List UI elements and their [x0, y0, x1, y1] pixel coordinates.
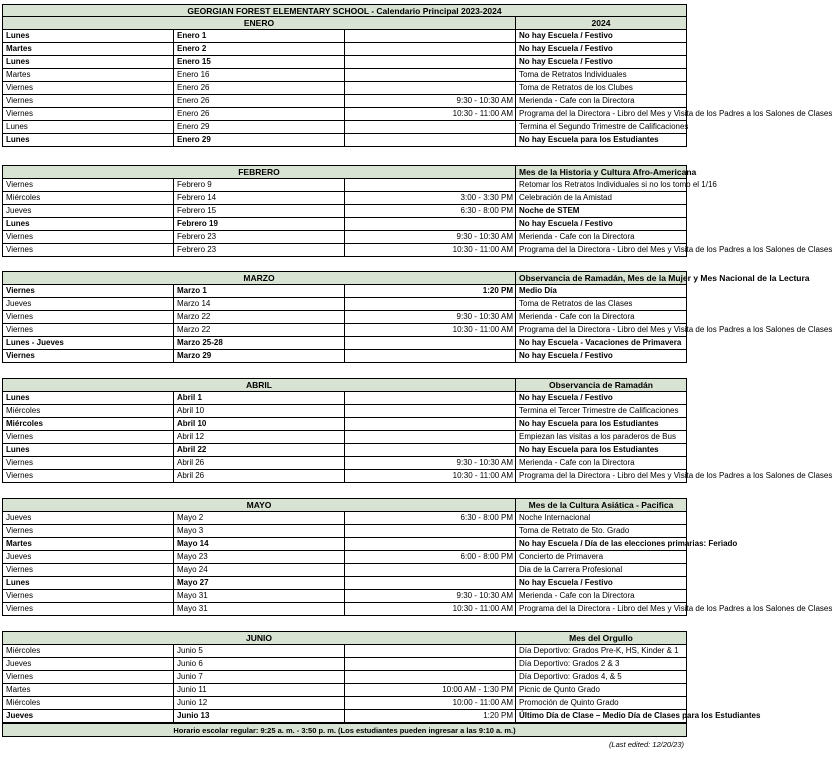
- month-header: [3, 499, 687, 512]
- day-cell: Lunes: [3, 392, 174, 405]
- time-cell: [345, 525, 516, 538]
- event-cell: Merienda - Cafe con la Directora: [516, 231, 687, 244]
- event-cell: Merienda - Cafe con la Directora: [516, 457, 687, 470]
- time-cell: 9:30 - 10:30 AM: [345, 231, 516, 244]
- event-cell: Empiezan las visitas a los paraderos de Bus: [516, 431, 687, 444]
- date-cell: Marzo 22: [174, 324, 345, 337]
- month-name: FEBRERO: [3, 166, 516, 179]
- table-row: [3, 337, 687, 350]
- date-cell: Abril 1: [174, 392, 345, 405]
- day-cell: Miércoles: [3, 192, 174, 205]
- time-cell: [345, 82, 516, 95]
- month-header: [3, 379, 687, 392]
- event-cell: No hay Escuela para los Estudiantes: [516, 134, 687, 147]
- date-cell: Abril 26: [174, 457, 345, 470]
- day-cell: Viernes: [3, 179, 174, 192]
- table-row: [3, 324, 687, 337]
- event-cell: Programa del la Directora - Libro del Mes y Visita de los Padres a los Salones de Clases: [516, 324, 687, 337]
- date-cell: Mayo 27: [174, 577, 345, 590]
- date-cell: Febrero 15: [174, 205, 345, 218]
- day-cell: Viernes: [3, 590, 174, 603]
- time-cell: 1:20 PM: [345, 285, 516, 298]
- day-cell: Jueves: [3, 205, 174, 218]
- event-cell: No hay Escuela / Festivo: [516, 577, 687, 590]
- table-row: [3, 192, 687, 205]
- time-cell: [345, 350, 516, 363]
- table-row: [3, 538, 687, 551]
- day-cell: Lunes: [3, 218, 174, 231]
- day-cell: Jueves: [3, 298, 174, 311]
- day-cell: Martes: [3, 538, 174, 551]
- event-cell: Toma de Retratos de los Clubes: [516, 82, 687, 95]
- date-cell: Marzo 22: [174, 311, 345, 324]
- event-cell: No hay Escuela / Festivo: [516, 218, 687, 231]
- table-row: [3, 444, 687, 457]
- table-row: [3, 108, 687, 121]
- time-cell: [345, 658, 516, 671]
- month-name: MARZO: [3, 272, 516, 285]
- event-cell: Merienda - Cafe con la Directora: [516, 311, 687, 324]
- event-cell: Retomar los Retratos Individuales si no los tomo el 1/16: [516, 179, 687, 192]
- date-cell: Mayo 2: [174, 512, 345, 525]
- table-row: [3, 671, 687, 684]
- table-row: [3, 179, 687, 192]
- day-cell: Viernes: [3, 82, 174, 95]
- event-cell: No hay Escuela para los Estudiantes: [516, 444, 687, 457]
- time-cell: [345, 218, 516, 231]
- date-cell: Mayo 24: [174, 564, 345, 577]
- day-cell: Lunes: [3, 121, 174, 134]
- event-cell: Toma de Retrato de 5to. Grado: [516, 525, 687, 538]
- event-cell: No hay Escuela para los Estudiantes: [516, 418, 687, 431]
- table-row: [3, 577, 687, 590]
- day-cell: Viernes: [3, 470, 174, 483]
- table-row: [3, 658, 687, 671]
- date-cell: Mayo 23: [174, 551, 345, 564]
- table-row: [3, 121, 687, 134]
- day-cell: Martes: [3, 684, 174, 697]
- event-cell: Toma de Retratos de las Clases: [516, 298, 687, 311]
- table-row: [3, 43, 687, 56]
- time-cell: [345, 298, 516, 311]
- time-cell: [345, 671, 516, 684]
- day-cell: Viernes: [3, 603, 174, 616]
- event-cell: No hay Escuela / Festivo: [516, 392, 687, 405]
- month-table-2: [2, 271, 832, 363]
- date-cell: Mayo 3: [174, 525, 345, 538]
- table-row: [3, 405, 687, 418]
- date-cell: Mayo 14: [174, 538, 345, 551]
- time-cell: 9:30 - 10:30 AM: [345, 95, 516, 108]
- table-row: [3, 697, 687, 710]
- month-table-5: [2, 631, 761, 723]
- date-cell: Enero 26: [174, 108, 345, 121]
- month-theme: Mes de la Historia y Cultura Afro-Americana: [516, 166, 687, 179]
- day-cell: Lunes: [3, 577, 174, 590]
- day-cell: Viernes: [3, 324, 174, 337]
- date-cell: Mayo 31: [174, 603, 345, 616]
- date-cell: Abril 26: [174, 470, 345, 483]
- page-title: GEORGIAN FOREST ELEMENTARY SCHOOL - Calendario Principal 2023-2024: [2, 4, 687, 16]
- table-row: [3, 684, 687, 697]
- month-header: [3, 272, 687, 285]
- table-row: [3, 298, 687, 311]
- event-cell: Medio Día: [516, 285, 687, 298]
- date-cell: Marzo 1: [174, 285, 345, 298]
- table-row: [3, 30, 687, 43]
- table-row: [3, 134, 687, 147]
- date-cell: Enero 15: [174, 56, 345, 69]
- date-cell: Junio 5: [174, 645, 345, 658]
- date-cell: Junio 7: [174, 671, 345, 684]
- day-cell: Viernes: [3, 244, 174, 257]
- month-name: MAYO: [3, 499, 516, 512]
- day-cell: Viernes: [3, 95, 174, 108]
- time-cell: 10:30 - 11:00 AM: [345, 108, 516, 121]
- date-cell: Enero 2: [174, 43, 345, 56]
- time-cell: [345, 69, 516, 82]
- time-cell: [345, 337, 516, 350]
- day-cell: Lunes: [3, 134, 174, 147]
- day-cell: Jueves: [3, 658, 174, 671]
- table-row: [3, 69, 687, 82]
- time-cell: 10:30 - 11:00 AM: [345, 470, 516, 483]
- day-cell: Viernes: [3, 671, 174, 684]
- event-cell: Noche Internacional: [516, 512, 687, 525]
- time-cell: [345, 444, 516, 457]
- date-cell: Febrero 19: [174, 218, 345, 231]
- table-row: [3, 551, 687, 564]
- date-cell: Enero 1: [174, 30, 345, 43]
- table-row: [3, 56, 687, 69]
- time-cell: 10:00 AM - 1:30 PM: [345, 684, 516, 697]
- event-cell: Dia de la Carrera Profesional: [516, 564, 687, 577]
- date-cell: Enero 29: [174, 121, 345, 134]
- time-cell: [345, 431, 516, 444]
- time-cell: [345, 392, 516, 405]
- date-cell: Abril 22: [174, 444, 345, 457]
- event-cell: No hay Escuela / Día de las elecciones primarias: Feriado: [516, 538, 687, 551]
- table-row: [3, 95, 687, 108]
- time-cell: [345, 56, 516, 69]
- day-cell: Miércoles: [3, 697, 174, 710]
- event-cell: Celebración de la Amistad: [516, 192, 687, 205]
- time-cell: 6:30 - 8:00 PM: [345, 512, 516, 525]
- day-cell: Viernes: [3, 231, 174, 244]
- time-cell: [345, 405, 516, 418]
- event-cell: Termina el Segundo Trimestre de Calificaciones: [516, 121, 687, 134]
- day-cell: Viernes: [3, 311, 174, 324]
- time-cell: 9:30 - 10:30 AM: [345, 457, 516, 470]
- date-cell: Mayo 31: [174, 590, 345, 603]
- date-cell: Febrero 23: [174, 231, 345, 244]
- table-row: [3, 82, 687, 95]
- table-row: [3, 590, 687, 603]
- day-cell: Lunes: [3, 444, 174, 457]
- day-cell: Martes: [3, 69, 174, 82]
- table-row: [3, 512, 687, 525]
- date-cell: Marzo 25-28: [174, 337, 345, 350]
- date-cell: Enero 16: [174, 69, 345, 82]
- month-header: [3, 166, 687, 179]
- month-name: JUNIO: [3, 632, 516, 645]
- day-cell: Miércoles: [3, 645, 174, 658]
- event-cell: No hay Escuela / Festivo: [516, 43, 687, 56]
- day-cell: Viernes: [3, 285, 174, 298]
- event-cell: No hay Escuela / Festivo: [516, 56, 687, 69]
- event-cell: No hay Escuela / Festivo: [516, 350, 687, 363]
- time-cell: [345, 43, 516, 56]
- event-cell: Promoción de Quinto Grado: [516, 697, 687, 710]
- time-cell: [345, 179, 516, 192]
- time-cell: 10:30 - 11:00 AM: [345, 244, 516, 257]
- day-cell: Jueves: [3, 551, 174, 564]
- date-cell: Junio 13: [174, 710, 345, 723]
- day-cell: Lunes: [3, 30, 174, 43]
- event-cell: Día Deportivo: Grados Pre-K, HS, Kinder & 1: [516, 645, 687, 658]
- event-cell: No hay Escuela - Vacaciones de Primavera: [516, 337, 687, 350]
- footer-hours: Horario escolar regular: 9:25 a. m. - 3:50 p. m. (Los estudiantes pueden ingresar a las 9:10 a. m.): [2, 723, 687, 737]
- month-name: ABRIL: [3, 379, 516, 392]
- time-cell: [345, 418, 516, 431]
- time-cell: 1:20 PM: [345, 710, 516, 723]
- event-cell: Merienda - Cafe con la Directora: [516, 590, 687, 603]
- day-cell: Martes: [3, 43, 174, 56]
- event-cell: Programa del la Directora - Libro del Mes y Visita de los Padres a los Salones de Clases: [516, 470, 687, 483]
- day-cell: Viernes: [3, 525, 174, 538]
- date-cell: Abril 10: [174, 405, 345, 418]
- table-row: [3, 418, 687, 431]
- day-cell: Viernes: [3, 350, 174, 363]
- day-cell: Miércoles: [3, 418, 174, 431]
- table-row: [3, 285, 687, 298]
- table-row: [3, 244, 687, 257]
- table-row: [3, 205, 687, 218]
- day-cell: Viernes: [3, 457, 174, 470]
- table-row: [3, 564, 687, 577]
- event-cell: Día Deportivo: Grados 4, & 5: [516, 671, 687, 684]
- day-cell: Lunes - Jueves: [3, 337, 174, 350]
- event-cell: Programa del la Directora - Libro del Mes y Visita de los Padres a los Salones de Clases: [516, 603, 687, 616]
- time-cell: 3:00 - 3:30 PM: [345, 192, 516, 205]
- table-row: [3, 431, 687, 444]
- date-cell: Febrero 9: [174, 179, 345, 192]
- event-cell: Concierto de Primavera: [516, 551, 687, 564]
- month-table-3: [2, 378, 832, 483]
- time-cell: [345, 134, 516, 147]
- month-theme: Mes del Orgullo: [516, 632, 687, 645]
- month-table-4: [2, 498, 832, 616]
- event-cell: Programa del la Directora - Libro del Mes y Visita de los Padres a los Salones de Clases: [516, 108, 687, 121]
- month-header: [3, 632, 687, 645]
- date-cell: Abril 12: [174, 431, 345, 444]
- day-cell: Viernes: [3, 108, 174, 121]
- time-cell: [345, 577, 516, 590]
- time-cell: 10:30 - 11:00 AM: [345, 603, 516, 616]
- time-cell: 9:30 - 10:30 AM: [345, 590, 516, 603]
- date-cell: Marzo 14: [174, 298, 345, 311]
- event-cell: Picnic de Qunto Grado: [516, 684, 687, 697]
- month-theme: Mes de la Cultura Asiática - Pacifica: [516, 499, 687, 512]
- day-cell: Viernes: [3, 564, 174, 577]
- date-cell: Junio 6: [174, 658, 345, 671]
- date-cell: Enero 26: [174, 82, 345, 95]
- time-cell: [345, 30, 516, 43]
- table-row: [3, 525, 687, 538]
- date-cell: Febrero 23: [174, 244, 345, 257]
- time-cell: 6:00 - 8:00 PM: [345, 551, 516, 564]
- month-theme: Observancia de Ramadán, Mes de la Mujer y Mes Nacional de la Lectura: [516, 272, 687, 285]
- month-theme: 2024: [516, 17, 687, 30]
- table-row: [3, 311, 687, 324]
- time-cell: [345, 645, 516, 658]
- table-row: [3, 350, 687, 363]
- time-cell: [345, 564, 516, 577]
- date-cell: Abril 10: [174, 418, 345, 431]
- month-name: ENERO: [3, 17, 516, 30]
- month-header: [3, 17, 687, 30]
- event-cell: Toma de Retratos Individuales: [516, 69, 687, 82]
- table-row: [3, 645, 687, 658]
- date-cell: Febrero 14: [174, 192, 345, 205]
- table-row: [3, 218, 687, 231]
- last-edited: (Last edited: 12/20/23): [608, 740, 684, 749]
- time-cell: 10:30 - 11:00 AM: [345, 324, 516, 337]
- time-cell: [345, 121, 516, 134]
- time-cell: 6:30 - 8:00 PM: [345, 205, 516, 218]
- event-cell: Día Deportivo: Grados 2 & 3: [516, 658, 687, 671]
- table-row: [3, 231, 687, 244]
- day-cell: Lunes: [3, 56, 174, 69]
- date-cell: Junio 12: [174, 697, 345, 710]
- day-cell: Viernes: [3, 431, 174, 444]
- day-cell: Miércoles: [3, 405, 174, 418]
- event-cell: Último Día de Clase – Medio Día de Clases para los Estudiantes: [516, 710, 687, 723]
- date-cell: Enero 29: [174, 134, 345, 147]
- time-cell: 10:00 - 11:00 AM: [345, 697, 516, 710]
- event-cell: Noche de STEM: [516, 205, 687, 218]
- date-cell: Junio 11: [174, 684, 345, 697]
- month-table-1: [2, 165, 832, 257]
- day-cell: Jueves: [3, 512, 174, 525]
- date-cell: Marzo 29: [174, 350, 345, 363]
- table-row: [3, 603, 687, 616]
- event-cell: Programa del la Directora - Libro del Mes y Visita de los Padres a los Salones de Clases: [516, 244, 687, 257]
- month-table-0: [2, 16, 832, 147]
- table-row: [3, 457, 687, 470]
- table-row: [3, 710, 687, 723]
- date-cell: Enero 26: [174, 95, 345, 108]
- time-cell: [345, 538, 516, 551]
- table-row: [3, 470, 687, 483]
- month-theme: Observancia de Ramadán: [516, 379, 687, 392]
- time-cell: 9:30 - 10:30 AM: [345, 311, 516, 324]
- day-cell: Jueves: [3, 710, 174, 723]
- event-cell: Merienda - Cafe con la Directora: [516, 95, 687, 108]
- event-cell: Termina el Tercer Trimestre de Calificaciones: [516, 405, 687, 418]
- event-cell: No hay Escuela / Festivo: [516, 30, 687, 43]
- table-row: [3, 392, 687, 405]
